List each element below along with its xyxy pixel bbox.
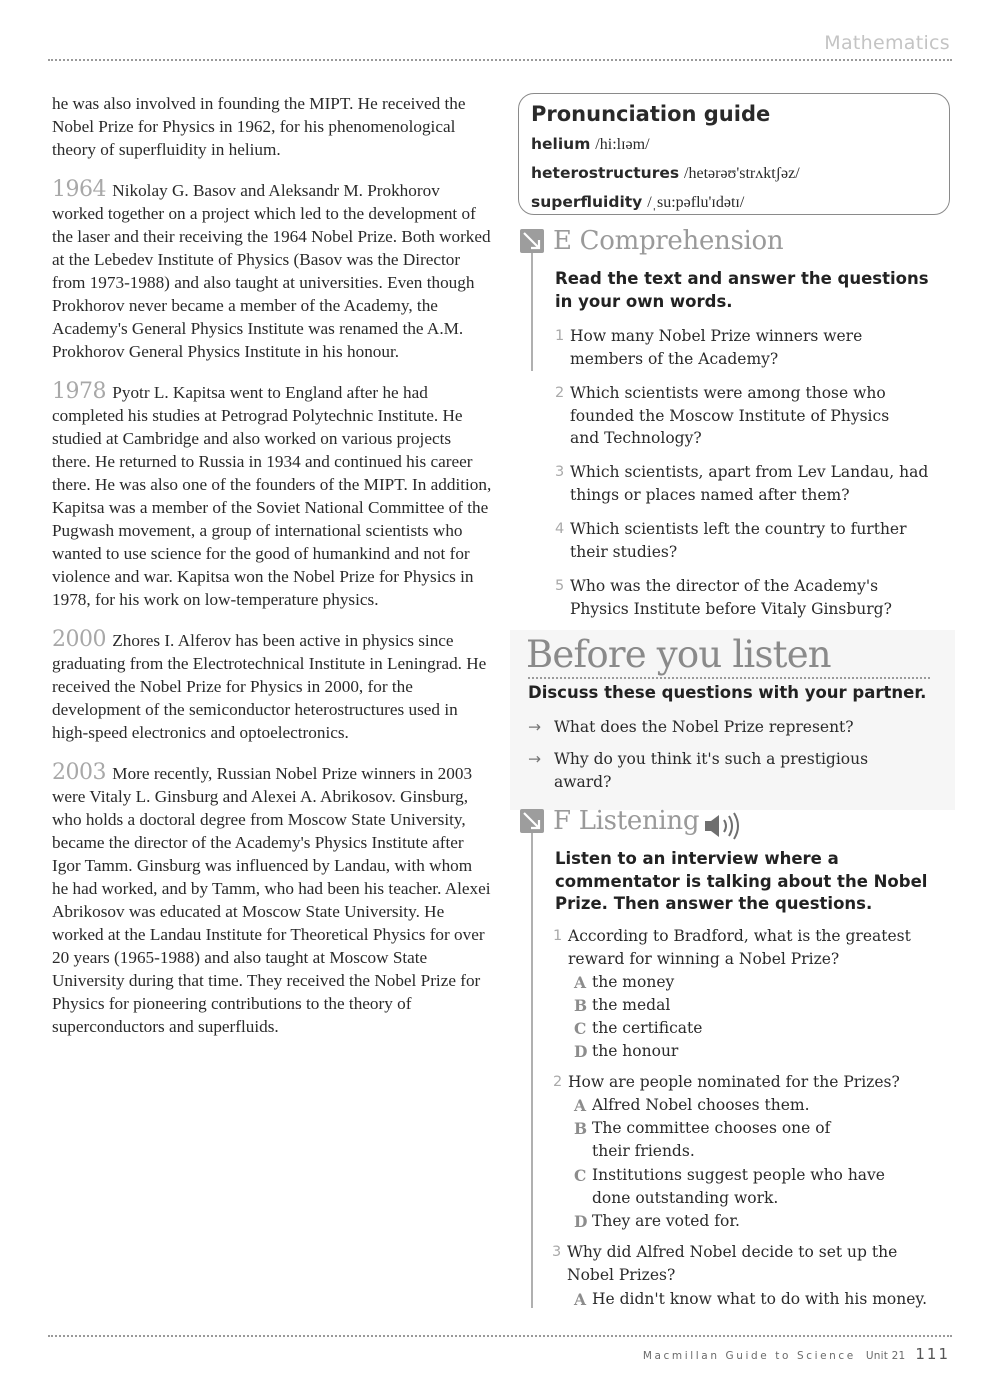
option-letter: B: [574, 1119, 588, 1138]
answer-option[interactable]: [574, 1040, 679, 1063]
instruction-line: Listen to an interview where a: [555, 849, 839, 868]
article-entry-1964: [52, 178, 492, 363]
question-number: 1: [555, 328, 565, 344]
unit-label: Unit 21: [865, 1350, 906, 1362]
question-line: Which scientists, apart from Lev Landau, had: [570, 463, 929, 481]
instruction-line: in your own words.: [555, 291, 733, 311]
pronunciation-item: [531, 188, 937, 217]
question-line: According to Bradford, what is the greatest: [568, 927, 911, 945]
option-text: The committee chooses one of: [592, 1119, 831, 1137]
answer-option[interactable]: [574, 971, 675, 994]
instruction-line: commentator is talking about the Nobel: [555, 871, 928, 891]
pronunciation-word: heterostructures: [531, 164, 680, 182]
question-line: Which scientists left the country to further: [570, 520, 907, 538]
question-line: and Technology?: [570, 429, 702, 447]
question-line: reward for winning a Nobel Prize?: [568, 949, 840, 968]
option-letter: D: [574, 1212, 588, 1231]
listening-question: [553, 1071, 900, 1094]
option-letter: A: [574, 1096, 587, 1115]
option-text: done outstanding work.: [592, 1189, 779, 1207]
listening-instruction: [555, 848, 927, 916]
option-text: the money: [592, 973, 675, 991]
question-line: How are people nominated for the Prizes?: [568, 1073, 900, 1091]
entry-text: More recently, Russian Nobel Prize winners in 2003 were Vitaly L. Ginsburg and Alexei A. Abrikosov. Ginsburg, who holds a doctoral degree from Moscow State University, became the director of the Academy's Physics Institute after Igor Tamm. Ginsburg was influenced by Landau, with whom he had worked, and by Tamm, who had been his teacher. Alexei Abrikosov was educated at Moscow State University. He worked at the Landau Institute for Theoretical Physics for over 20 years (1965-1988) and also taught at Moscow State University during that time. They received the Nobel Prize for Physics for pioneering contributions to the theory of superconductors and superfluids.: [52, 764, 491, 1036]
section-rule: [531, 253, 533, 371]
bullet-line: What does the Nobel Prize represent?: [554, 718, 854, 736]
pronunciation-guide-title: Pronunciation guide: [531, 102, 771, 126]
listening-question: [553, 925, 911, 970]
discussion-bullet: [528, 716, 854, 739]
question-line: their studies?: [570, 542, 678, 561]
question-number: 1: [553, 928, 563, 944]
entry-text: Zhores I. Alferov has been active in physics since graduating from the Electrotechnical Institute in Leningrad. He received the Nobel Prize for Physics in 2000, for the development of the semiconductor heterostructures used in high-speed electronics and optoelectronics.: [52, 631, 487, 742]
arrow-right-icon: →: [528, 718, 541, 736]
pronunciation-item: [531, 130, 937, 159]
question-number: 2: [555, 385, 565, 401]
running-header-subject: Mathematics: [824, 32, 950, 54]
article-entry-2003: [52, 761, 492, 1038]
comprehension-title: E Comprehension: [553, 226, 784, 256]
answer-option[interactable]: [574, 1117, 831, 1163]
pronunciation-ipa: /hetərəʊ'strʌktʃəz/: [684, 165, 800, 182]
question-line: Which scientists were among those who: [570, 384, 886, 402]
answer-option[interactable]: [574, 1017, 703, 1040]
article-entry-1978: [52, 380, 492, 611]
book-series-title: Macmillan Guide to Science: [642, 1350, 856, 1362]
article-intro-paragraph: he was also involved in founding the MIPT. He received the Nobel Prize for Physics in 1962, for his phenomenological theory of superfluidity in helium.: [52, 94, 466, 159]
bullet-line: award?: [554, 772, 612, 791]
option-text: the certificate: [592, 1019, 703, 1037]
answer-option[interactable]: [574, 1210, 740, 1233]
question-line: things or places named after them?: [570, 485, 850, 504]
option-letter: A: [574, 1290, 587, 1309]
option-letter: C: [574, 1166, 587, 1185]
option-text: Institutions suggest people who have: [592, 1166, 885, 1184]
question-line: Who was the director of the Academy's: [570, 577, 879, 595]
option-letter: B: [574, 996, 588, 1015]
option-text: their friends.: [592, 1142, 695, 1160]
answer-option[interactable]: [574, 994, 671, 1017]
comprehension-question: [555, 575, 892, 620]
pronunciation-ipa: /ˌsu:pəflu'ɪdətɪ/: [647, 194, 745, 211]
question-line: How many Nobel Prize winners were: [570, 327, 863, 345]
pronunciation-guide-box: [518, 93, 950, 215]
arrow-right-icon: →: [528, 750, 541, 768]
option-text: They are voted for.: [592, 1212, 740, 1230]
entry-year: 1964: [52, 177, 106, 202]
option-text: He didn't know what to do with his money.: [592, 1290, 928, 1308]
comprehension-question: [555, 461, 929, 506]
comprehension-question: [555, 382, 890, 450]
question-line: Physics Institute before Vitaly Ginsburg?: [570, 599, 892, 618]
section-marker-arrow-icon: [520, 809, 544, 833]
section-rule: [531, 833, 533, 1308]
entry-year: 1978: [52, 379, 106, 404]
question-number: 2: [553, 1074, 563, 1090]
pronunciation-word: superfluidity: [531, 193, 643, 211]
instruction-line: Read the text and answer the questions: [555, 269, 929, 288]
option-text: the medal: [592, 996, 671, 1014]
before-you-listen-divider: [528, 677, 930, 679]
before-you-listen-title: Before you listen: [526, 633, 831, 676]
page-footer: [643, 1345, 950, 1363]
page-number: 111: [915, 1345, 950, 1363]
article-entry-2000: [52, 628, 492, 744]
header-divider: [48, 59, 952, 61]
instruction-line: Prize. Then answer the questions.: [555, 894, 873, 913]
entry-year: 2000: [52, 627, 106, 652]
comprehension-instruction: [555, 268, 929, 313]
pronunciation-word: helium: [531, 135, 591, 153]
comprehension-question: [555, 325, 863, 370]
bullet-line: Why do you think it's such a prestigious: [554, 750, 869, 768]
question-number: 5: [555, 578, 565, 594]
option-letter: C: [574, 1019, 587, 1038]
question-line: Why did Alfred Nobel decide to set up the: [567, 1243, 898, 1261]
entry-text: Pyotr L. Kapitsa went to England after he had completed his studies at Petrograd Polytechnic Institute. He studied at Cambridge and also worked on various projects there. He returned to Russia in 1934 and continued his career there. He was also one of the founders of the MIPT. In addition, Kapitsa was a member of the Soviet National Committee of the Pugwash movement, a group of international scientists who wanted to use science for the good of humankind and not for violence and war. Kapitsa won the Nobel Prize for Physics in 1978, for his work on low-temperature physics.: [52, 383, 492, 609]
listening-question: [552, 1241, 898, 1286]
pronunciation-ipa: /hi:lɪəm/: [595, 136, 650, 153]
before-you-listen-instruction: Discuss these questions with your partner.: [528, 683, 927, 702]
question-number: 3: [552, 1244, 562, 1260]
section-marker-arrow-icon: [520, 229, 544, 253]
listening-title: F Listening: [553, 806, 700, 836]
pronunciation-item: [531, 159, 937, 188]
option-letter: D: [574, 1042, 588, 1061]
answer-option[interactable]: [574, 1164, 885, 1210]
answer-option[interactable]: [574, 1288, 928, 1311]
answer-option[interactable]: [574, 1094, 810, 1117]
question-number: 3: [555, 464, 565, 480]
question-number: 4: [555, 521, 565, 537]
speaker-icon[interactable]: [703, 811, 745, 846]
question-line: founded the Moscow Institute of Physics: [570, 406, 890, 425]
footer-divider: [48, 1335, 952, 1337]
option-text: Alfred Nobel chooses them.: [592, 1096, 810, 1114]
question-line: Nobel Prizes?: [567, 1265, 676, 1284]
entry-year: 2003: [52, 760, 106, 785]
article-body: [52, 92, 492, 1055]
comprehension-question: [555, 518, 907, 563]
discussion-bullet: [528, 748, 869, 793]
question-line: members of the Academy?: [570, 349, 779, 368]
entry-text: Nikolay G. Basov and Aleksandr M. Prokhorov worked together on a project which led to the development of the laser and their receiving the 1964 Nobel Prize. Both worked at the Lebedev Institute of Physics (Basov was the Director from 1973-1988) and also taught at universities. Even though Prokhorov never became a member of the Academy, the Academy's General Physics Institute was renamed the A.M. Prokhorov General Physics Institute in his honour.: [52, 181, 491, 361]
option-letter: A: [574, 973, 587, 992]
option-text: the honour: [592, 1042, 679, 1060]
